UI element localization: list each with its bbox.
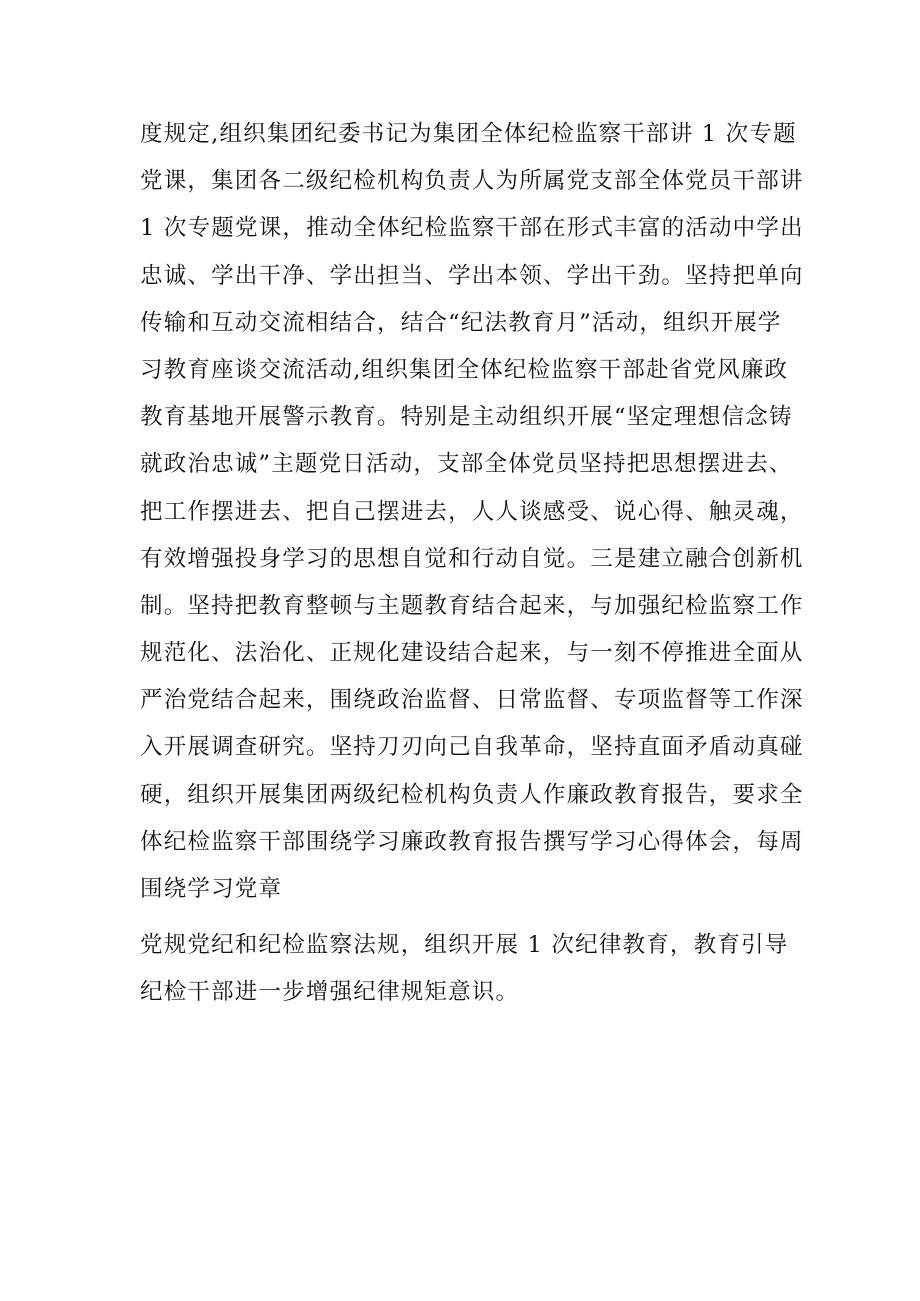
text-line: 入开展调查研究。坚持刀刃向己自我革命，坚持直面矛盾动真碰 xyxy=(140,734,804,761)
text-line: 党课，集团各二级纪检机构负责人为所属党支部全体党员干部讲 xyxy=(140,168,804,195)
text-line: 严治党结合起来，围绕政治监督、日常监督、专项监督等工作深 xyxy=(140,687,804,714)
text-line: 1 次专题党课，推动全体纪检监察干部在形式丰富的活动中学出 xyxy=(140,215,804,242)
body-paragraph-continued xyxy=(140,922,790,1016)
text-line: 教育基地开展警示教育。特别是主动组织开展“坚定理想信念铸 xyxy=(140,404,793,431)
text-line: 党规党纪和纪检监察法规，组织开展 1 次纪律教育，教育引导 xyxy=(140,932,789,958)
text-line: 传输和互动交流相结合，结合“纪法教育月”活动，组织开展学 xyxy=(140,309,782,336)
text-line: 习教育座谈交流活动,组织集团全体纪检监察干部赴省党风廉政 xyxy=(140,356,789,383)
text-line: 纪检干部进一步增强纪律规矩意识。 xyxy=(140,979,520,1006)
body-paragraph xyxy=(140,111,804,913)
text-line: 有效增强投身学习的思想自觉和行动自觉。三是建立融合创新机 xyxy=(140,545,804,572)
text-line: 就政治忠诚”主题党日活动，支部全体党员坚持把思想摆进去、 xyxy=(140,451,793,478)
text-line: 规范化、法治化、正规化建设结合起来，与一刻不停推进全面从 xyxy=(140,640,804,667)
text-line: 体纪检监察干部围绕学习廉政教育报告撰写学习心得体会，每周 xyxy=(140,828,804,855)
text-line: 围绕学习党章 xyxy=(140,876,283,902)
text-line: 忠诚、学出干净、学出担当、学出本领、学出干劲。坚持把单向 xyxy=(140,262,804,289)
text-line: 度规定,组织集团纪委书记为集团全体纪检监察干部讲 1 次专题 xyxy=(140,121,797,147)
text-line: 把工作摆进去、把自己摆进去，人人谈感受、说心得、触灵魂， xyxy=(140,498,804,525)
text-line: 制。坚持把教育整顿与主题教育结合起来，与加强纪检监察工作 xyxy=(140,592,804,619)
text-line: 硬，组织开展集团两级纪检机构负责人作廉政教育报告，要求全 xyxy=(140,781,804,808)
